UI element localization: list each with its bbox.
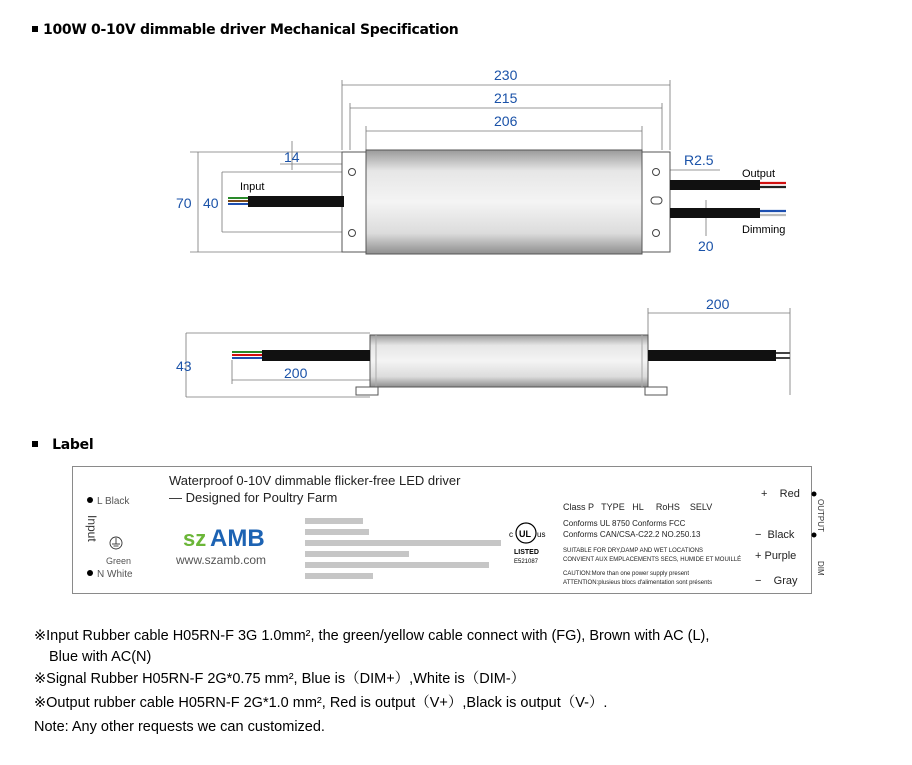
dim-70: 70 (176, 195, 192, 211)
output-vertical-text: OUTPUT (816, 499, 825, 532)
conforms-line2: Conforms CAN/CSA-C22.2 NO.250.13 (563, 530, 701, 539)
bullet-square-icon (32, 441, 38, 447)
input-label: Input (240, 181, 265, 193)
svg-text:AMB: AMB (210, 525, 265, 552)
dim-14: 14 (284, 149, 300, 165)
dim-215: 215 (494, 90, 518, 106)
ul-listed-mark (509, 523, 545, 565)
svg-text:E521087: E521087 (514, 559, 539, 565)
signal-cable-note: ※Signal Rubber H05RN-F 2G*0.75 mm², Blue is（DIM+）,White is（DIM-） (34, 671, 526, 687)
svg-text:UL: UL (519, 529, 531, 539)
customization-note: Note: Any other requests we can customized. (34, 719, 325, 735)
svg-text:sz: sz (183, 526, 207, 551)
ground-icon (110, 537, 122, 549)
mechanical-spec-heading (32, 22, 458, 38)
blurred-rating-text (305, 518, 501, 579)
top-view-drawing (0, 60, 912, 330)
suitable-line2: CONVIENT AUX EMPLACEMENTS SECS, HUMIDE ET MOUILLÉ (563, 557, 742, 563)
input-cable-note-line1: ※Input Rubber cable H05RN-F 3G 1.0mm², the green/yellow cable connect with (FG), Brown with AC (L), (34, 628, 710, 644)
label-title-line2: — Designed for Poultry Farm (169, 490, 338, 505)
dim-200-right: 200 (706, 296, 730, 312)
label-heading-text: Label (52, 437, 94, 453)
input-cable-note-line2: Blue with AC(N) (49, 649, 152, 665)
svg-text:us: us (537, 530, 546, 539)
conforms-line1: Conforms UL 8750 Conforms FCC (563, 519, 686, 528)
n-white-text: N White (97, 569, 133, 580)
plus-red-text: + Red (761, 488, 800, 500)
dim-40: 40 (203, 195, 219, 211)
label-title-line1: Waterproof 0-10V dimmable flicker-free LED driver (169, 473, 461, 488)
caution-line2: ATTENTION:plusieus blocs d'alimentation sont présents (563, 580, 713, 586)
label-heading (32, 437, 93, 453)
class-line: Class P TYPE HL RoHS SELV (563, 502, 713, 512)
dim-vertical-text: DIM (816, 561, 825, 576)
green-text: Green (106, 556, 132, 566)
svg-text:LISTED: LISTED (514, 549, 539, 556)
output-cable-note: ※Output rubber cable H05RN-F 2G*1.0 mm², Red is output（V+）,Black is output（V-）. (34, 695, 608, 711)
dim-206: 206 (494, 113, 518, 129)
dim-20: 20 (698, 238, 714, 254)
bullet-square-icon (32, 26, 38, 32)
side-view-drawing (0, 296, 912, 400)
caution-line1: CAUTION:More than one power supply present (563, 571, 690, 577)
plus-purple-text: + Purple (755, 550, 797, 562)
dim-43: 43 (176, 358, 192, 374)
minus-black-text: − Black (755, 529, 795, 541)
dim-200-left: 200 (284, 365, 308, 381)
product-label (72, 466, 825, 594)
output-label: Output (742, 168, 776, 180)
dimming-label: Dimming (742, 224, 786, 236)
mechanical-spec-heading-text: 100W 0-10V dimmable driver Mechanical Specification (43, 22, 459, 38)
website-text: www.szamb.com (176, 553, 267, 567)
minus-gray-text: − Gray (755, 575, 798, 587)
suitable-line1: SUITABLE FOR DRY,DAMP AND WET LOCATIONS (563, 548, 704, 554)
input-vertical-text: Input (85, 515, 99, 542)
dim-230: 230 (494, 67, 518, 83)
szamb-logo (183, 525, 265, 552)
l-black-text: L Black (97, 496, 130, 507)
dim-r25: R2.5 (684, 152, 714, 168)
svg-text:c: c (509, 530, 513, 539)
